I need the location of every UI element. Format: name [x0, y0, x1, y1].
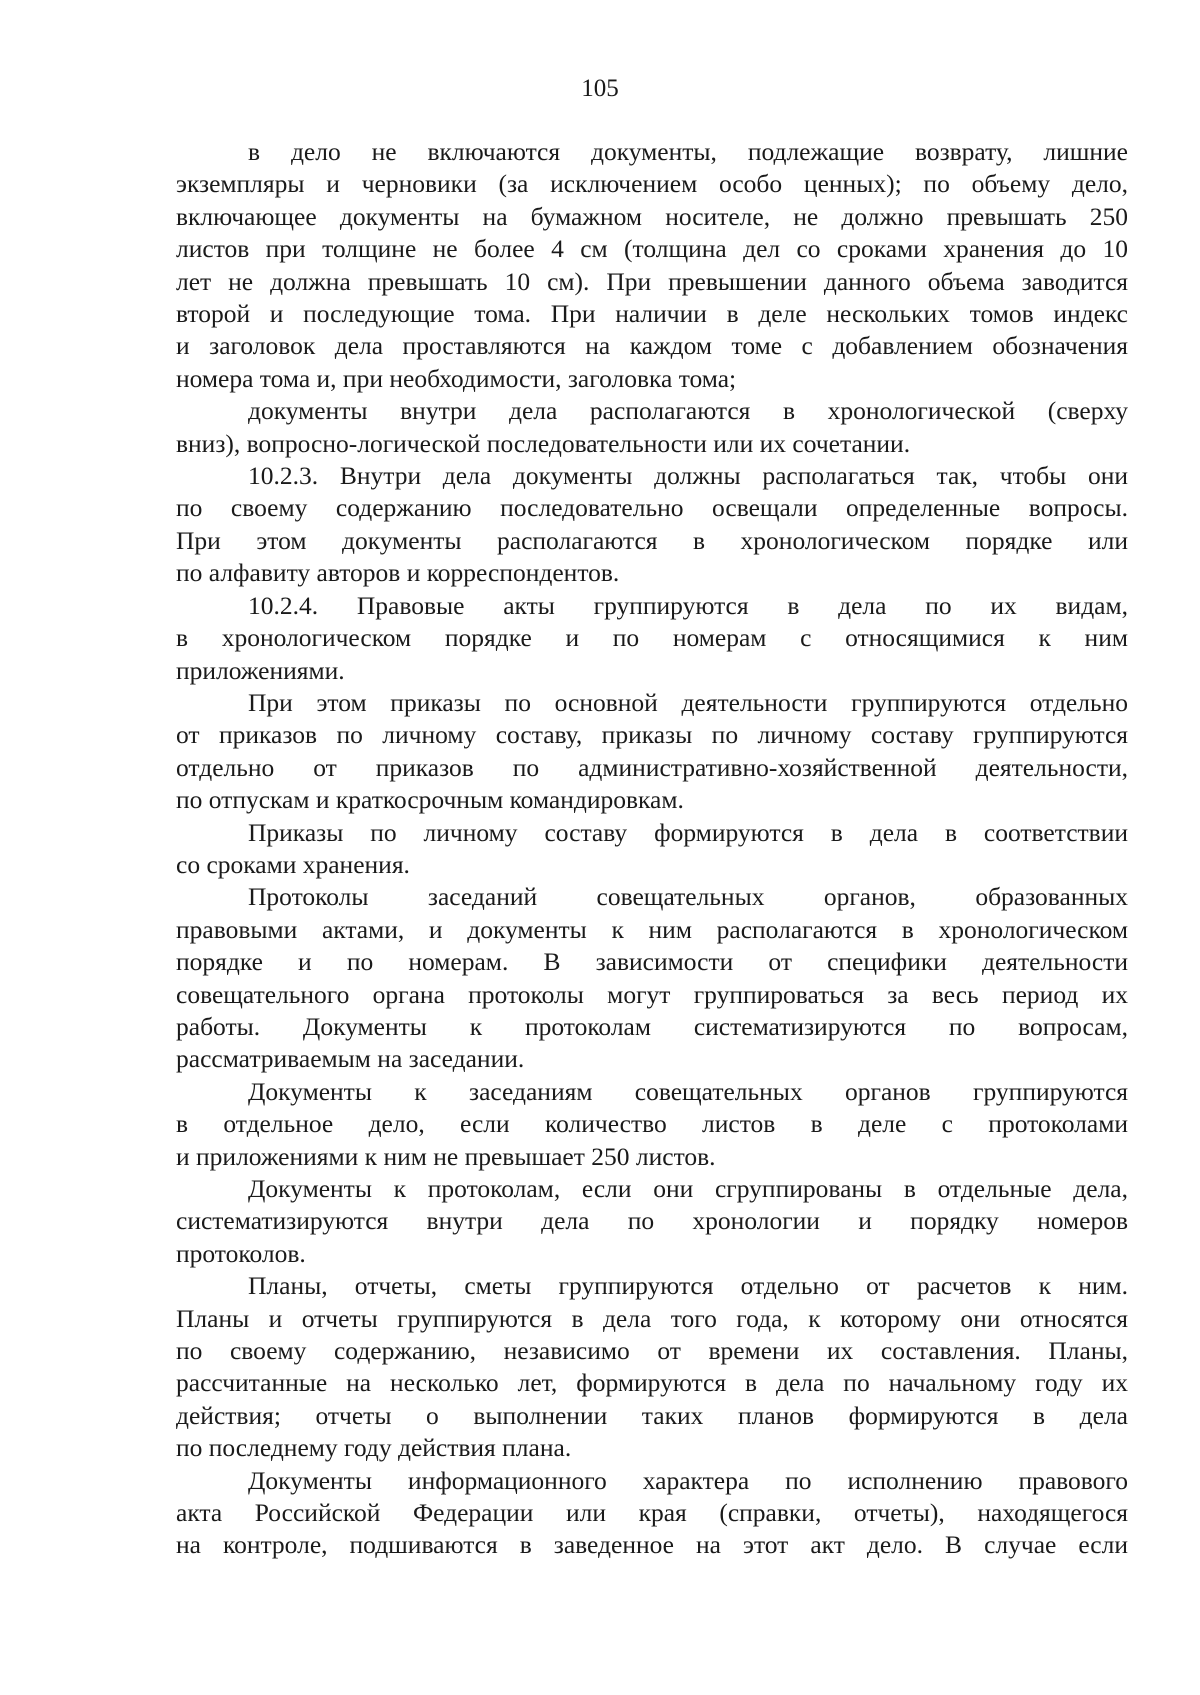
text-line: Документы информационного характера по исполнению правового — [248, 1465, 1128, 1495]
text-line: и приложениями к ним не превышает 250 листов. — [176, 1141, 716, 1171]
text-line: от приказов по личному составу, приказы по личному составу группируются — [176, 720, 1128, 750]
text-line: порядке и по номерам. В зависимости от специфики деятельности — [176, 947, 1128, 977]
text-line: листов при толщине не более 4 см (толщина дел со сроками хранения до 10 — [176, 234, 1128, 264]
document-body — [176, 136, 1128, 1562]
paragraph — [176, 590, 1128, 687]
text-line: Протоколы заседаний совещательных органов, образованных — [248, 882, 1128, 912]
text-line: и заголовок дела проставляются на каждом томе с добавлением обозначения — [176, 331, 1128, 361]
text-line: правовыми актами, и документы к ним располагаются в хронологическом — [176, 914, 1128, 944]
text-line: протоколов. — [176, 1238, 306, 1268]
paragraph — [176, 1076, 1128, 1173]
text-line: в отдельное дело, если количество листов в деле с протоколами — [176, 1109, 1128, 1139]
text-line: лет не должна превышать 10 см). При превышении данного объема заводится — [176, 266, 1128, 296]
text-line: Приказы по личному составу формируются в дела в соответствии — [248, 817, 1128, 847]
text-line: приложениями. — [176, 655, 345, 685]
paragraph — [176, 1270, 1128, 1464]
text-line: экземпляры и черновики (за исключением особо ценных); по объему дело, — [176, 169, 1128, 199]
text-line: Документы к заседаниям совещательных органов группируются — [248, 1076, 1128, 1106]
text-line: номера тома и, при необходимости, заголовка тома; — [176, 363, 737, 393]
text-line: Документы к протоколам, если они сгруппированы в отдельные дела, — [248, 1174, 1128, 1203]
paragraph — [176, 1465, 1128, 1562]
text-line: включающее документы на бумажном носителе, не должно превышать 250 — [176, 201, 1128, 231]
paragraph — [176, 395, 1128, 460]
text-line: на контроле, подшиваются в заведенное на этот акт дело. В случае если — [176, 1530, 1128, 1560]
text-line: действия; отчеты о выполнении таких планов формируются в дела — [176, 1400, 1128, 1430]
text-line: в дело не включаются документы, подлежащие возврату, лишние — [248, 137, 1128, 166]
text-line: рассчитанные на несколько лет, формируются в дела по начальному году их — [176, 1368, 1128, 1398]
text-line: по отпускам и краткосрочным командировкам. — [176, 785, 684, 815]
text-line: Планы и отчеты группируются в дела того года, к которому они относятся — [176, 1303, 1128, 1333]
text-line: систематизируются внутри дела по хронологии и порядку номеров — [176, 1206, 1128, 1236]
text-line: по своему содержанию последовательно освещали определенные вопросы. — [176, 493, 1128, 523]
text-line: рассматриваемым на заседании. — [176, 1044, 525, 1074]
text-line: по алфавиту авторов и корреспондентов. — [176, 558, 620, 588]
paragraph — [176, 817, 1128, 882]
text-line: совещательного органа протоколы могут группироваться за весь период их — [176, 979, 1128, 1009]
text-line: вниз), вопросно-логической последовательности или их сочетании. — [176, 428, 911, 458]
text-line: При этом приказы по основной деятельности группируются отдельно — [248, 687, 1128, 717]
text-line: 10.2.4. Правовые акты группируются в дела по их видам, — [248, 590, 1128, 620]
paragraph — [176, 1173, 1128, 1270]
text-line: со сроками хранения. — [176, 849, 410, 879]
text-line: по своему содержанию, независимо от времени их составления. Планы, — [176, 1336, 1128, 1366]
page-number: 105 — [581, 75, 619, 102]
paragraph — [176, 881, 1128, 1075]
paragraph — [176, 460, 1128, 590]
text-line: по последнему году действия плана. — [176, 1433, 572, 1463]
text-line: При этом документы располагаются в хронологическом порядке или — [176, 525, 1128, 555]
paragraph — [176, 136, 1128, 395]
text-line: отдельно от приказов по административно-хозяйственной деятельности, — [176, 752, 1128, 782]
text-line: документы внутри дела располагаются в хронологической (сверху — [248, 396, 1128, 426]
text-line: работы. Документы к протоколам систематизируются по вопросам, — [176, 1011, 1128, 1041]
text-line: Планы, отчеты, сметы группируются отдельно от расчетов к ним. — [248, 1271, 1128, 1301]
text-line: 10.2.3. Внутри дела документы должны располагаться так, чтобы они — [248, 461, 1128, 491]
paragraph — [176, 687, 1128, 817]
text-line: второй и последующие тома. При наличии в деле нескольких томов индекс — [176, 299, 1128, 329]
text-line: акта Российской Федерации или края (справки, отчеты), находящегося — [176, 1498, 1128, 1528]
text-line: в хронологическом порядке и по номерам с относящимися к ним — [176, 623, 1128, 653]
